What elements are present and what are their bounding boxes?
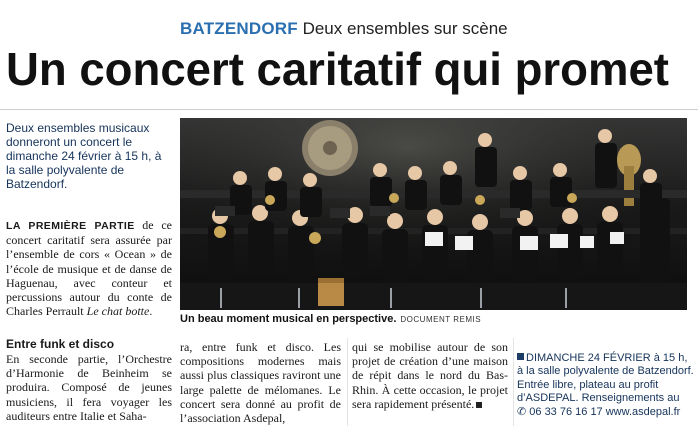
paragraph-1-text: de ce concert caritatif sera assurée par l’ensemble de cors « Ocean » de l’école de musique et de danse de Haguenau, avec conteur et percussions autour du conte de Charles Perrault	[6, 218, 172, 319]
column-divider	[347, 338, 348, 426]
event-contact: ✆ 06 33 76 16 17 www.asdepal.fr	[517, 405, 681, 418]
kicker-town: BATZENDORF	[180, 19, 298, 38]
end-mark	[476, 402, 482, 408]
headline: Un concert caritatif qui promet	[6, 43, 669, 95]
section-subhead: Entre funk et disco	[6, 337, 115, 351]
caption-text: Un beau moment musical en perspective.	[180, 313, 397, 325]
concert-photo	[180, 118, 687, 310]
event-info-box	[517, 352, 695, 419]
body-paragraph-3: ra, entre funk et disco. Les compositions modernes mais aussi plus classiques raviront une large palette de mélomanes. Le concert sera donné au profit de l’association Asdepal,	[180, 340, 341, 426]
kicker	[180, 19, 508, 39]
event-entry-info: Entrée libre, plateau au profit d’ASDEPAL. Renseignements au	[517, 378, 680, 405]
tale-title: Le chat botte	[86, 304, 150, 319]
photo-credit: DOCUMENT REMIS	[400, 315, 482, 324]
body-paragraph-4	[352, 340, 508, 411]
event-date-line	[517, 352, 695, 379]
body-paragraph-1	[6, 218, 172, 318]
paragraph-1-end: .	[149, 304, 153, 319]
body-paragraph-2: En seconde partie, l’Orchestre d’Harmonie de Beinheim se produira. Composé de jeunes musiciens, il fera voyager les auditeurs entre Italie et Saha-	[6, 352, 172, 423]
paragraph-4-text: qui se mobilise autour de son projet de création d’une maison de répit dans le nord du Bas-Rhin. À cette occasion, le projet sera rapidement présenté.	[352, 340, 508, 411]
photo-caption	[180, 313, 690, 325]
kicker-subtitle: Deux ensembles sur scène	[302, 19, 508, 38]
paragraph-caps-intro: LA PREMIÈRE PARTIE	[6, 220, 135, 232]
header-rule	[0, 109, 698, 110]
bullet-square-icon	[517, 353, 524, 360]
event-date: DIMANCHE 24 FÉVRIER à 15 h, à la salle polyvalente de Batzendorf.	[517, 352, 694, 378]
column-divider	[513, 338, 514, 426]
lead-paragraph: Deux ensembles musicaux donneront un concert le dimanche 24 février à 15 h, à la salle polyvalente de Batzendorf.	[6, 121, 162, 191]
